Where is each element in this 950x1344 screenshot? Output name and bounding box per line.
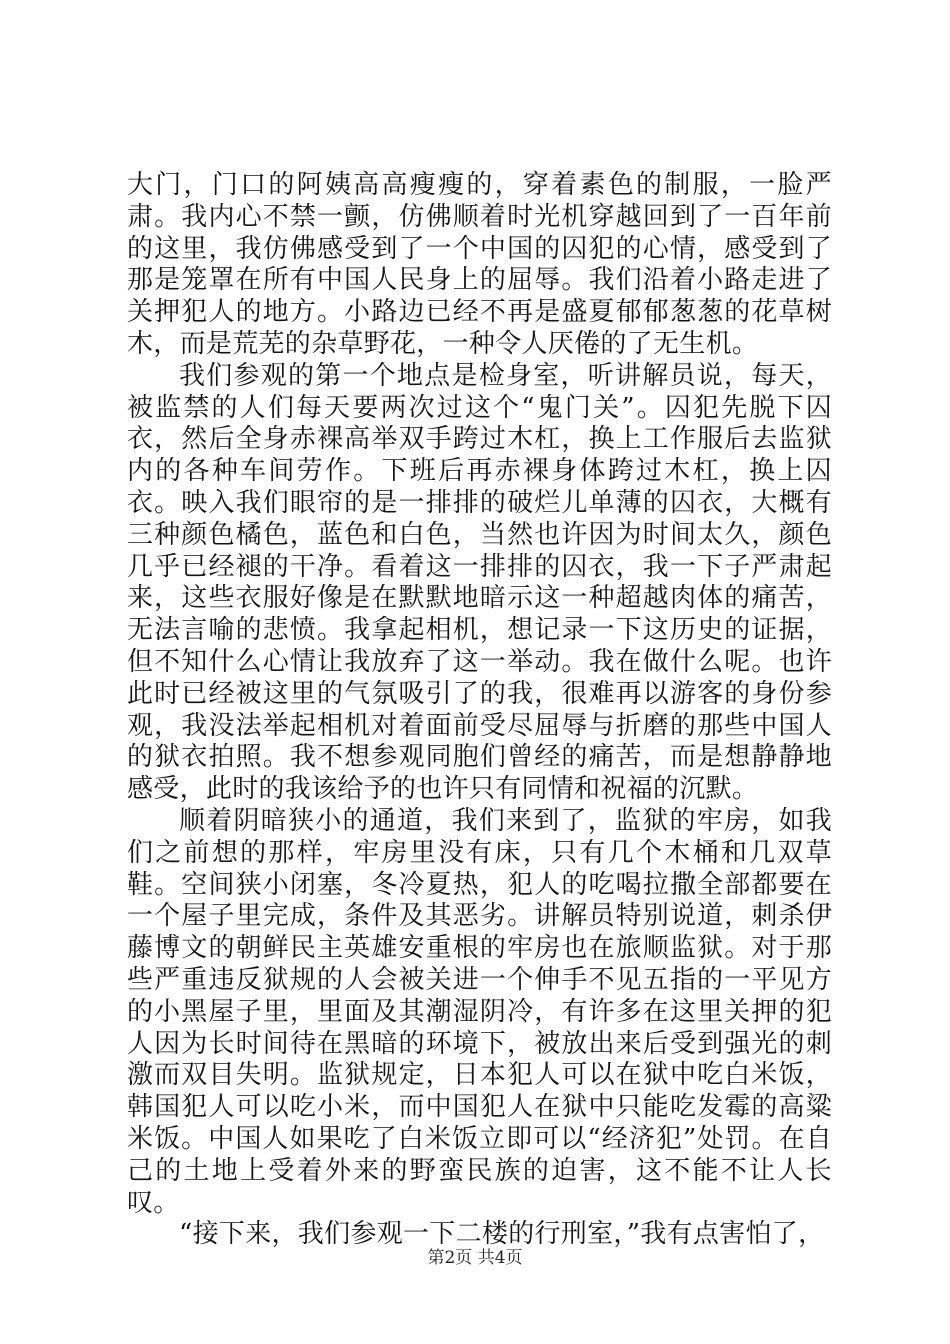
page-number-footer: 第2页 共4页 — [427, 1248, 523, 1268]
paragraph-3: 顺着阴暗狭小的通道，我们来到了，监狱的牢房，如我们之前想的那样，牢房里没有床，只有几个木桶和几双草鞋。空间狭小闭塞，冬冷夏热，犯人的吃喝拉撒全部都要在一个屋子里完成，条件及其恶劣。讲解员特别说道，刺杀伊藤博文的朝鲜民主英雄安重根的牢房也在旅顺监狱。对于那些严重违反狱规的人会被关进一个伸手不见五指的一平见方的小黑屋子里，里面及其潮湿阴冷，有许多在这里关押的犯人因为长时间待在黑暗的环境下，被放出来后受到强光的刺激而双目失明。监狱规定，日本犯人可以在狱中吃白米饭，韩国犯人可以吃小米，而中国犯人在狱中只能吃发霉的高粱米饭。中国人如果吃了白米饭立即可以“经济犯”处罚。在自己的土地上受着外来的野蛮民族的迫害，这不能不让人长叹。 — [127, 805, 832, 1218]
body-text — [127, 170, 832, 1251]
paragraph-1: 大门，门口的阿姨高高瘦瘦的，穿着素色的制服，一脸严肃。我内心不禁一颤，仿佛顺着时光机穿越回到了一百年前的这里，我仿佛感受到了一个中国的囚犯的心情，感受到了那是笼罩在所有中国人民身上的屈辱。我们沿着小路走进了关押犯人的地方。小路边已经不再是盛夏郁郁葱葱的花草树木，而是荒芜的杂草野花，一种令人厌倦的了无生机。 — [127, 170, 832, 359]
paragraph-4: “接下来，我们参观一下二楼的行刑室，”我有点害怕了， — [179, 1219, 825, 1250]
paragraph-2: 我们参观的第一个地点是检身室，听讲解员说，每天，被监禁的人们每天要两次过这个“鬼门关”。囚犯先脱下囚衣，然后全身赤裸高举双手跨过木杠，换上工作服后去监狱内的各种车间劳作。下班后再赤裸身体跨过木杠，换上囚衣。映入我们眼帘的是一排排的破烂儿单薄的囚衣，大概有三种颜色橘色，蓝色和白色，当然也许因为时间太久，颜色几乎已经褪的干净。看着这一排排的囚衣，我一下子严肃起来，这些衣服好像是在默默地暗示这一种超越肉体的痛苦，无法言喻的悲愤。我拿起相机，想记录一下这历史的证据，但不知什么心情让我放弃了这一举动。我在做什么呢。也许此时已经被这里的气氛吸引了的我，很难再以游客的身份参观，我没法举起相机对着面前受尽屈辱与折磨的那些中国人的狱衣拍照。我不想参观同胞们曾经的痛苦，而是想静静地感受，此时的我该给予的也许只有同情和祝福的沉默。 — [127, 360, 832, 805]
